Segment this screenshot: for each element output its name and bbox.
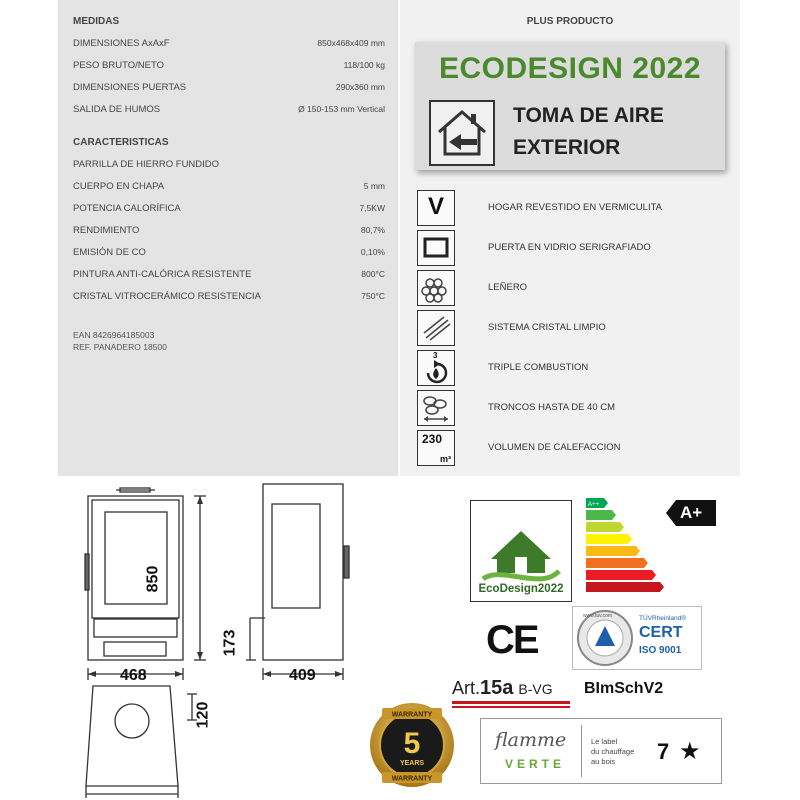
heating-volume-unit: m³ <box>440 454 451 464</box>
flamme-word: flamme <box>495 729 567 751</box>
spec-row <box>73 269 385 283</box>
spec-value: 7,5KW <box>359 203 385 213</box>
ean-code: EAN 8426964185003 <box>73 330 155 340</box>
spec-row <box>73 247 385 261</box>
spec-row <box>73 159 385 173</box>
energy-top-label: A++ <box>588 502 600 508</box>
air-intake-text <box>513 100 664 164</box>
spec-value: 118/100 kg <box>343 60 385 70</box>
spec-label: RENDIMIENTO <box>73 225 140 236</box>
glass-door-icon <box>417 230 455 266</box>
spec-row <box>73 82 385 96</box>
spec-value: Ø 150-153 mm Vertical <box>298 104 385 114</box>
triple-combustion-icon <box>417 350 455 386</box>
spec-label: CRISTAL VITROCERÁMICO RESISTENCIA <box>73 291 261 302</box>
label-line-2: du chauffage <box>591 747 635 756</box>
energy-class-badge <box>666 500 716 526</box>
medidas-title: MEDIDAS <box>73 16 120 27</box>
dim-height-value: 850 <box>144 565 162 593</box>
vermiculite-v-icon <box>417 190 455 226</box>
front-view-handle <box>85 554 89 590</box>
tuv-cert-text: CERT <box>639 624 683 641</box>
side-view-handle <box>344 546 349 578</box>
spec-value: 850x468x409 mm <box>317 38 385 48</box>
log-store-icon <box>417 270 455 306</box>
bimschv2-label: BImSchV2 <box>584 680 664 697</box>
spec-row <box>73 60 385 74</box>
top-view-flue <box>115 704 149 738</box>
spec-label: POTENCIA CALORÍFICA <box>73 203 181 214</box>
warranty-number: 5 <box>403 727 421 760</box>
triple-combustion-number: 3 <box>433 351 438 360</box>
feature-text: SISTEMA CRISTAL LIMPIO <box>488 322 606 333</box>
spec-value: 800°C <box>361 269 385 279</box>
art15a-badge <box>452 677 553 700</box>
label-line-1: Le label <box>591 737 618 746</box>
feature-text: HOGAR REVESTIDO EN VERMICULITA <box>488 202 663 213</box>
art-prefix: Art. <box>452 678 481 698</box>
side-view-body <box>263 484 343 660</box>
dim-outlet-value: 173 <box>221 629 239 657</box>
art-suffix: B-VG <box>518 681 553 697</box>
feature-text: TRIPLE COMBUSTION <box>488 362 589 373</box>
dim-offset-value: 120 <box>194 701 212 729</box>
caracteristicas-title: CARACTERISTICAS <box>73 137 169 148</box>
front-view-logstore <box>104 642 166 656</box>
spec-value: 80,7% <box>360 225 385 235</box>
art-number: 15a <box>480 677 514 699</box>
ref-code: REF. PANADERO 18500 <box>73 342 167 352</box>
plus-title: PLUS PRODUCTO <box>526 16 614 27</box>
spec-value: 750°C <box>361 291 385 301</box>
warranty-top-text: WARRANTY <box>391 711 433 719</box>
spec-row <box>73 225 385 239</box>
feature-text: PUERTA EN VIDRIO SERIGRAFIADO <box>488 242 651 253</box>
spec-row <box>73 291 385 305</box>
spec-row <box>73 181 385 195</box>
warranty-seal <box>368 698 456 792</box>
feature-text: TRONCOS HASTA DE 40 CM <box>488 402 616 413</box>
spec-panel <box>58 0 398 476</box>
top-view-body <box>86 686 178 786</box>
air-intake-line1: TOMA DE AIRE <box>513 104 664 127</box>
spec-row <box>73 104 385 118</box>
heating-volume-icon <box>417 430 455 466</box>
ecodesign-logo-text: EcoDesign2022 <box>478 583 564 595</box>
spec-label: EMISIÓN DE CO <box>73 247 146 258</box>
ecodesign-logo <box>470 500 572 602</box>
spec-value: 290x360 mm <box>335 82 385 92</box>
logs-length-icon <box>417 390 455 426</box>
spec-label: DIMENSIONES PUERTAS <box>73 82 187 93</box>
heating-volume-number: 230 <box>422 432 443 446</box>
spec-label: PARRILLA DE HIERRO FUNDIDO <box>73 159 220 170</box>
warranty-bottom-text: WARRANTY <box>391 775 433 783</box>
feature-text: VOLUMEN DE CALEFACCION <box>488 442 621 453</box>
front-view-ashpan <box>94 619 177 637</box>
dim-offset-label <box>194 700 218 730</box>
ecodesign-banner <box>415 42 725 170</box>
tuv-cert-badge <box>572 606 702 670</box>
house-air-intake-icon <box>429 100 495 166</box>
tuv-iso-text: ISO 9001 <box>639 645 682 656</box>
spec-row <box>73 203 385 217</box>
spec-label: DIMENSIONES AxAxF <box>73 38 170 49</box>
dim-width-label: 468 <box>120 667 147 684</box>
dim-outlet-label <box>221 628 245 658</box>
spec-value: 5 mm <box>363 181 385 191</box>
air-intake-line2: EXTERIOR <box>513 136 621 159</box>
side-view-window <box>272 504 320 608</box>
spec-label: CUERPO EN CHAPA <box>73 181 165 192</box>
spec-label: SALIDA DE HUMOS <box>73 104 161 115</box>
feature-text: LEÑERO <box>488 282 528 293</box>
tuv-brand: TÜVRheinland® <box>639 615 687 622</box>
clean-glass-icon <box>417 310 455 346</box>
spec-value: 0,10% <box>360 247 385 257</box>
plus-panel <box>400 0 740 476</box>
spec-label: PESO BRUTO/NETO <box>73 60 164 71</box>
label-line-3: au bois <box>591 757 616 766</box>
verte-word: VERTE <box>505 757 566 771</box>
front-view-body <box>88 496 183 660</box>
ce-mark: CE <box>486 618 538 662</box>
warranty-years: YEARS <box>399 760 425 767</box>
star-icon: ★ <box>679 738 701 765</box>
energy-class-text: A+ <box>680 503 703 522</box>
dim-height-label <box>144 558 168 598</box>
spec-row <box>73 38 385 52</box>
dim-depth-label: 409 <box>289 667 316 684</box>
ecodesign-title: ECODESIGN 2022 <box>438 52 702 85</box>
spec-label: PINTURA ANTI-CALÓRICA RESISTENTE <box>73 269 252 280</box>
stars-count: 7 <box>657 739 670 764</box>
energy-scale <box>586 498 666 596</box>
vermiculite-v-letter: V <box>427 193 444 220</box>
flamme-verte-badge <box>480 718 722 784</box>
tuv-seal-text: www.tuv.com <box>583 613 613 619</box>
